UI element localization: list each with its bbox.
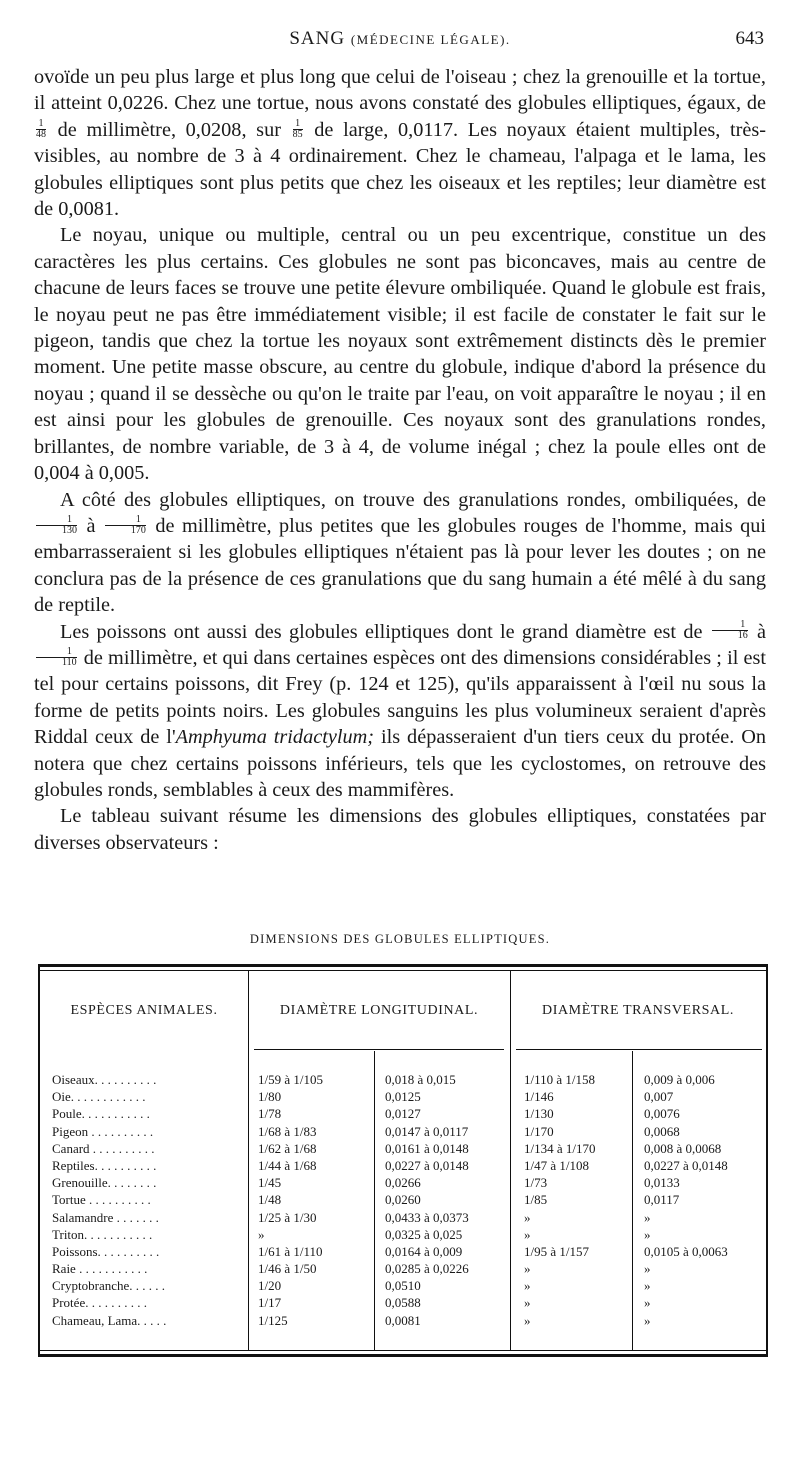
- transversal-mm-cell: »: [644, 1312, 651, 1328]
- longitudinal-fraction-cell: 1/46 à 1/50: [258, 1261, 317, 1277]
- transversal-mm-cell: »: [644, 1261, 651, 1277]
- transversal-mm-cell: 0,0117: [644, 1192, 680, 1208]
- table-row: [40, 1071, 766, 1088]
- transversal-fraction-cell: »: [524, 1295, 531, 1311]
- transversal-fraction-cell: »: [524, 1261, 531, 1277]
- table-row: [40, 1277, 766, 1294]
- species-cell: Chameau, Lama. . . . .: [52, 1312, 167, 1328]
- paragraph-3: A côté des globules elliptiques, on trouve des granulations rondes, ombiliquées, de $\frac{1}{130}$ à $\frac{1}{170}$ de millimètre, plus petites que les globules rouges de l'homme, mais qui embarrasseraient si les globules elliptiques n'étaient pas là pour lever les doutes ; on ne conclura pas de la présence de ces granulations que du sang humain a été mêlé à du sang de reptile.: [34, 488, 766, 617]
- longitudinal-mm-cell: 0,0285 à 0,0226: [385, 1261, 469, 1277]
- longitudinal-fraction-cell: 1/61 à 1/110: [258, 1243, 323, 1259]
- longitudinal-mm-cell: 0,0147 à 0,0117: [385, 1123, 469, 1139]
- body-text: [34, 64, 766, 856]
- transversal-fraction-cell: 1/170: [524, 1123, 554, 1139]
- longitudinal-fraction-cell: 1/125: [258, 1312, 288, 1328]
- species-cell: Poissons. . . . . . . . . .: [52, 1243, 160, 1259]
- transversal-fraction-cell: 1/47 à 1/108: [524, 1157, 589, 1173]
- header-rule: [516, 1049, 762, 1050]
- fraction: $\frac{1}{48}$: [36, 117, 46, 140]
- longitudinal-fraction-cell: 1/59 à 1/105: [258, 1072, 323, 1087]
- transversal-fraction-cell: »: [524, 1226, 531, 1242]
- transversal-fraction-cell: 1/134 à 1/170: [524, 1140, 596, 1156]
- table-caption: DIMENSIONS DES GLOBULES ELLIPTIQUES.: [249, 932, 551, 946]
- fraction: $\frac{1}{85}$: [292, 117, 303, 140]
- running-title: [0, 28, 800, 50]
- longitudinal-mm-cell: 0,0266: [385, 1175, 421, 1191]
- paragraph-2: Le noyau, unique ou multiple, central ou un peu excentrique, constitue un des caractères les plus certains. Ces globules ne sont pas biconcaves, mais au centre de chacune de leurs faces se trouve une petite élevure ombiliquée. Quand le globule est frais, le noyau peut ne pas être immédiatement visible; il est facile de constater le fait sur le pigeon, tandis que chez la tortue les noyaux sont extrêmement distincts dès le premier moment. Une petite masse obscure, au centre du globule, indique d'abord la présence du noyau ; quand il se dessèche ou qu'on le traite par l'eau, on voit apparaître le noyau ; il en est ainsi pour les globules de grenouille. Ces noyaux sont des granulations rondes, brillantes, de nombre variable, de 3 à 4, de volume inégal ; chez la poule elles ont de 0,004 à 0,005.: [34, 224, 766, 485]
- species-cell: Protée. . . . . . . . . .: [52, 1295, 147, 1311]
- species-cell: Oie. . . . . . . . . . . .: [52, 1089, 146, 1105]
- transversal-mm-cell: »: [644, 1209, 651, 1225]
- header-transversal: DIAMÈTRE TRANSVERSAL.: [541, 1003, 735, 1018]
- transversal-mm-cell: 0,0068: [644, 1123, 680, 1139]
- fraction: $\frac{1}{170}$: [105, 515, 146, 536]
- longitudinal-fraction-cell: 1/17: [258, 1295, 282, 1311]
- species-name: Amphyuma tridactylum;: [175, 726, 375, 749]
- transversal-fraction-cell: »: [524, 1209, 531, 1225]
- page-number: 643: [735, 28, 764, 49]
- table-row: [40, 1243, 766, 1260]
- transversal-fraction-cell: »: [524, 1312, 531, 1328]
- longitudinal-mm-cell: 0,0433 à 0,0373: [385, 1209, 469, 1225]
- transversal-fraction-cell: 1/110 à 1/158: [524, 1072, 596, 1087]
- transversal-mm-cell: 0,0076: [644, 1106, 680, 1122]
- paragraph-4: Les poissons ont aussi des globules elliptiques dont le grand diamètre est de $\frac{1}{16}$ à $\frac{1}{110}$ de millimètre, et qui dans certaines espèces ont des dimensions considérables ; il est tel pour certains poissons, dit Frey (p. 124 et 125), qu'ils apparaissent à l'œil nu sous la forme de petits points noirs. Les globules sanguins les plus volumineux seraient d'après Riddal ceux de l'Amphyuma tridactylum; ils dépasseraient d'un tiers ceux du protée. On notera que chez certains poissons inférieurs, tels que les cyclostomes, on retrouve des globules ronds, semblables à ceux des mammifères.: [34, 619, 766, 801]
- header-species: ESPÈCES ANIMALES.: [70, 1003, 218, 1018]
- longitudinal-fraction-cell: 1/48: [258, 1192, 282, 1208]
- longitudinal-mm-cell: 0,0325 à 0,025: [385, 1226, 463, 1242]
- table-row: [40, 1312, 766, 1329]
- transversal-fraction-cell: 1/95 à 1/157: [524, 1243, 589, 1259]
- transversal-mm-cell: 0,007: [644, 1089, 674, 1105]
- longitudinal-mm-cell: 0,018 à 0,015: [385, 1072, 456, 1087]
- paragraph-5: Le tableau suivant résume les dimensions des globules elliptiques, constatées par diverses observateurs :: [34, 805, 766, 854]
- longitudinal-mm-cell: 0,0081: [385, 1312, 421, 1328]
- transversal-mm-cell: »: [644, 1278, 651, 1294]
- header-rule: [254, 1049, 504, 1050]
- fraction: $\frac{1}{16}$: [712, 620, 748, 641]
- table-rule: [40, 1350, 766, 1351]
- title-main: SANG: [289, 28, 346, 49]
- table-row: [40, 1105, 766, 1122]
- species-cell: Grenouille. . . . . . . .: [52, 1175, 157, 1191]
- longitudinal-fraction-cell: 1/25 à 1/30: [258, 1209, 317, 1225]
- species-cell: Canard . . . . . . . . . .: [52, 1140, 155, 1156]
- fraction: $\frac{1}{130}$: [36, 515, 77, 536]
- table-row: [40, 1191, 766, 1208]
- species-cell: Cryptobranche. . . . . .: [52, 1278, 166, 1294]
- transversal-fraction-cell: 1/130: [524, 1106, 554, 1122]
- longitudinal-fraction-cell: 1/80: [258, 1089, 282, 1105]
- paragraph-1: ovoïde un peu plus large et plus long que celui de l'oiseau ; chez la grenouille et la tortue, il atteint 0,0226. Chez une tortue, nous avons constaté des globules elliptiques, égaux, de $\frac{1}{48}$ de millimètre, 0,0208, sur $\frac{1}{85}$ de large, 0,0117. Les noyaux étaient multiples, très-visibles, au nombre de 3 à 4 ordinairement. Chez le chameau, l'alpaga et le lama, les globules elliptiques sont plus petits que chez les oiseaux et les reptiles; leur diamètre est de 0,0081.: [34, 66, 766, 221]
- longitudinal-mm-cell: 0,0260: [385, 1192, 421, 1208]
- species-cell: Reptiles. . . . . . . . . .: [52, 1157, 157, 1173]
- running-header: [0, 28, 800, 60]
- fraction: $\frac{1}{110}$: [36, 647, 77, 668]
- longitudinal-fraction-cell: 1/68 à 1/83: [258, 1123, 317, 1139]
- transversal-mm-cell: »: [644, 1295, 651, 1311]
- longitudinal-mm-cell: 0,0510: [385, 1278, 421, 1294]
- table-row: [40, 1123, 766, 1140]
- longitudinal-fraction-cell: 1/78: [258, 1106, 282, 1122]
- transversal-mm-cell: 0,009 à 0,006: [644, 1072, 715, 1087]
- table-row: [40, 1174, 766, 1191]
- species-cell: Pigeon . . . . . . . . . .: [52, 1123, 154, 1139]
- longitudinal-fraction-cell: »: [258, 1226, 265, 1242]
- species-cell: Tortue . . . . . . . . . .: [52, 1192, 151, 1208]
- longitudinal-mm-cell: 0,0588: [385, 1295, 421, 1311]
- dimensions-table: [38, 964, 768, 1357]
- longitudinal-mm-cell: 0,0125: [385, 1089, 421, 1105]
- table-row: [40, 1157, 766, 1174]
- species-cell: Raie . . . . . . . . . . .: [52, 1261, 148, 1277]
- longitudinal-fraction-cell: 1/45: [258, 1175, 282, 1191]
- transversal-mm-cell: »: [644, 1226, 651, 1242]
- transversal-mm-cell: 0,008 à 0,0068: [644, 1140, 722, 1156]
- table-row: [40, 1209, 766, 1226]
- longitudinal-mm-cell: 0,0227 à 0,0148: [385, 1157, 469, 1173]
- longitudinal-mm-cell: 0,0161 à 0,0148: [385, 1140, 469, 1156]
- species-cell: Salamandre . . . . . . .: [52, 1209, 159, 1225]
- transversal-mm-cell: 0,0133: [644, 1175, 680, 1191]
- transversal-fraction-cell: 1/73: [524, 1175, 548, 1191]
- longitudinal-mm-cell: 0,0164 à 0,009: [385, 1243, 463, 1259]
- longitudinal-mm-cell: 0,0127: [385, 1106, 421, 1122]
- table-row: [40, 1140, 766, 1157]
- header-longitudinal: DIAMÈTRE LONGITUDINAL.: [279, 1003, 479, 1018]
- transversal-fraction-cell: 1/146: [524, 1089, 554, 1105]
- table-row: [40, 1226, 766, 1243]
- species-cell: Triton. . . . . . . . . . .: [52, 1226, 153, 1242]
- table-row: [40, 1294, 766, 1311]
- title-paren: (MÉDECINE LÉGALE).: [350, 32, 511, 47]
- transversal-mm-cell: 0,0227 à 0,0148: [644, 1157, 728, 1173]
- species-cell: Oiseaux. . . . . . . . . .: [52, 1072, 157, 1087]
- longitudinal-fraction-cell: 1/20: [258, 1278, 282, 1294]
- transversal-fraction-cell: »: [524, 1278, 531, 1294]
- table-row: [40, 1088, 766, 1105]
- transversal-fraction-cell: 1/85: [524, 1192, 548, 1208]
- table-rule: [40, 970, 766, 971]
- transversal-mm-cell: 0,0105 à 0,0063: [644, 1243, 728, 1259]
- longitudinal-fraction-cell: 1/44 à 1/68: [258, 1157, 317, 1173]
- table-row: [40, 1260, 766, 1277]
- species-cell: Poule. . . . . . . . . . .: [52, 1106, 150, 1122]
- longitudinal-fraction-cell: 1/62 à 1/68: [258, 1140, 317, 1156]
- table-body: [40, 1071, 766, 1329]
